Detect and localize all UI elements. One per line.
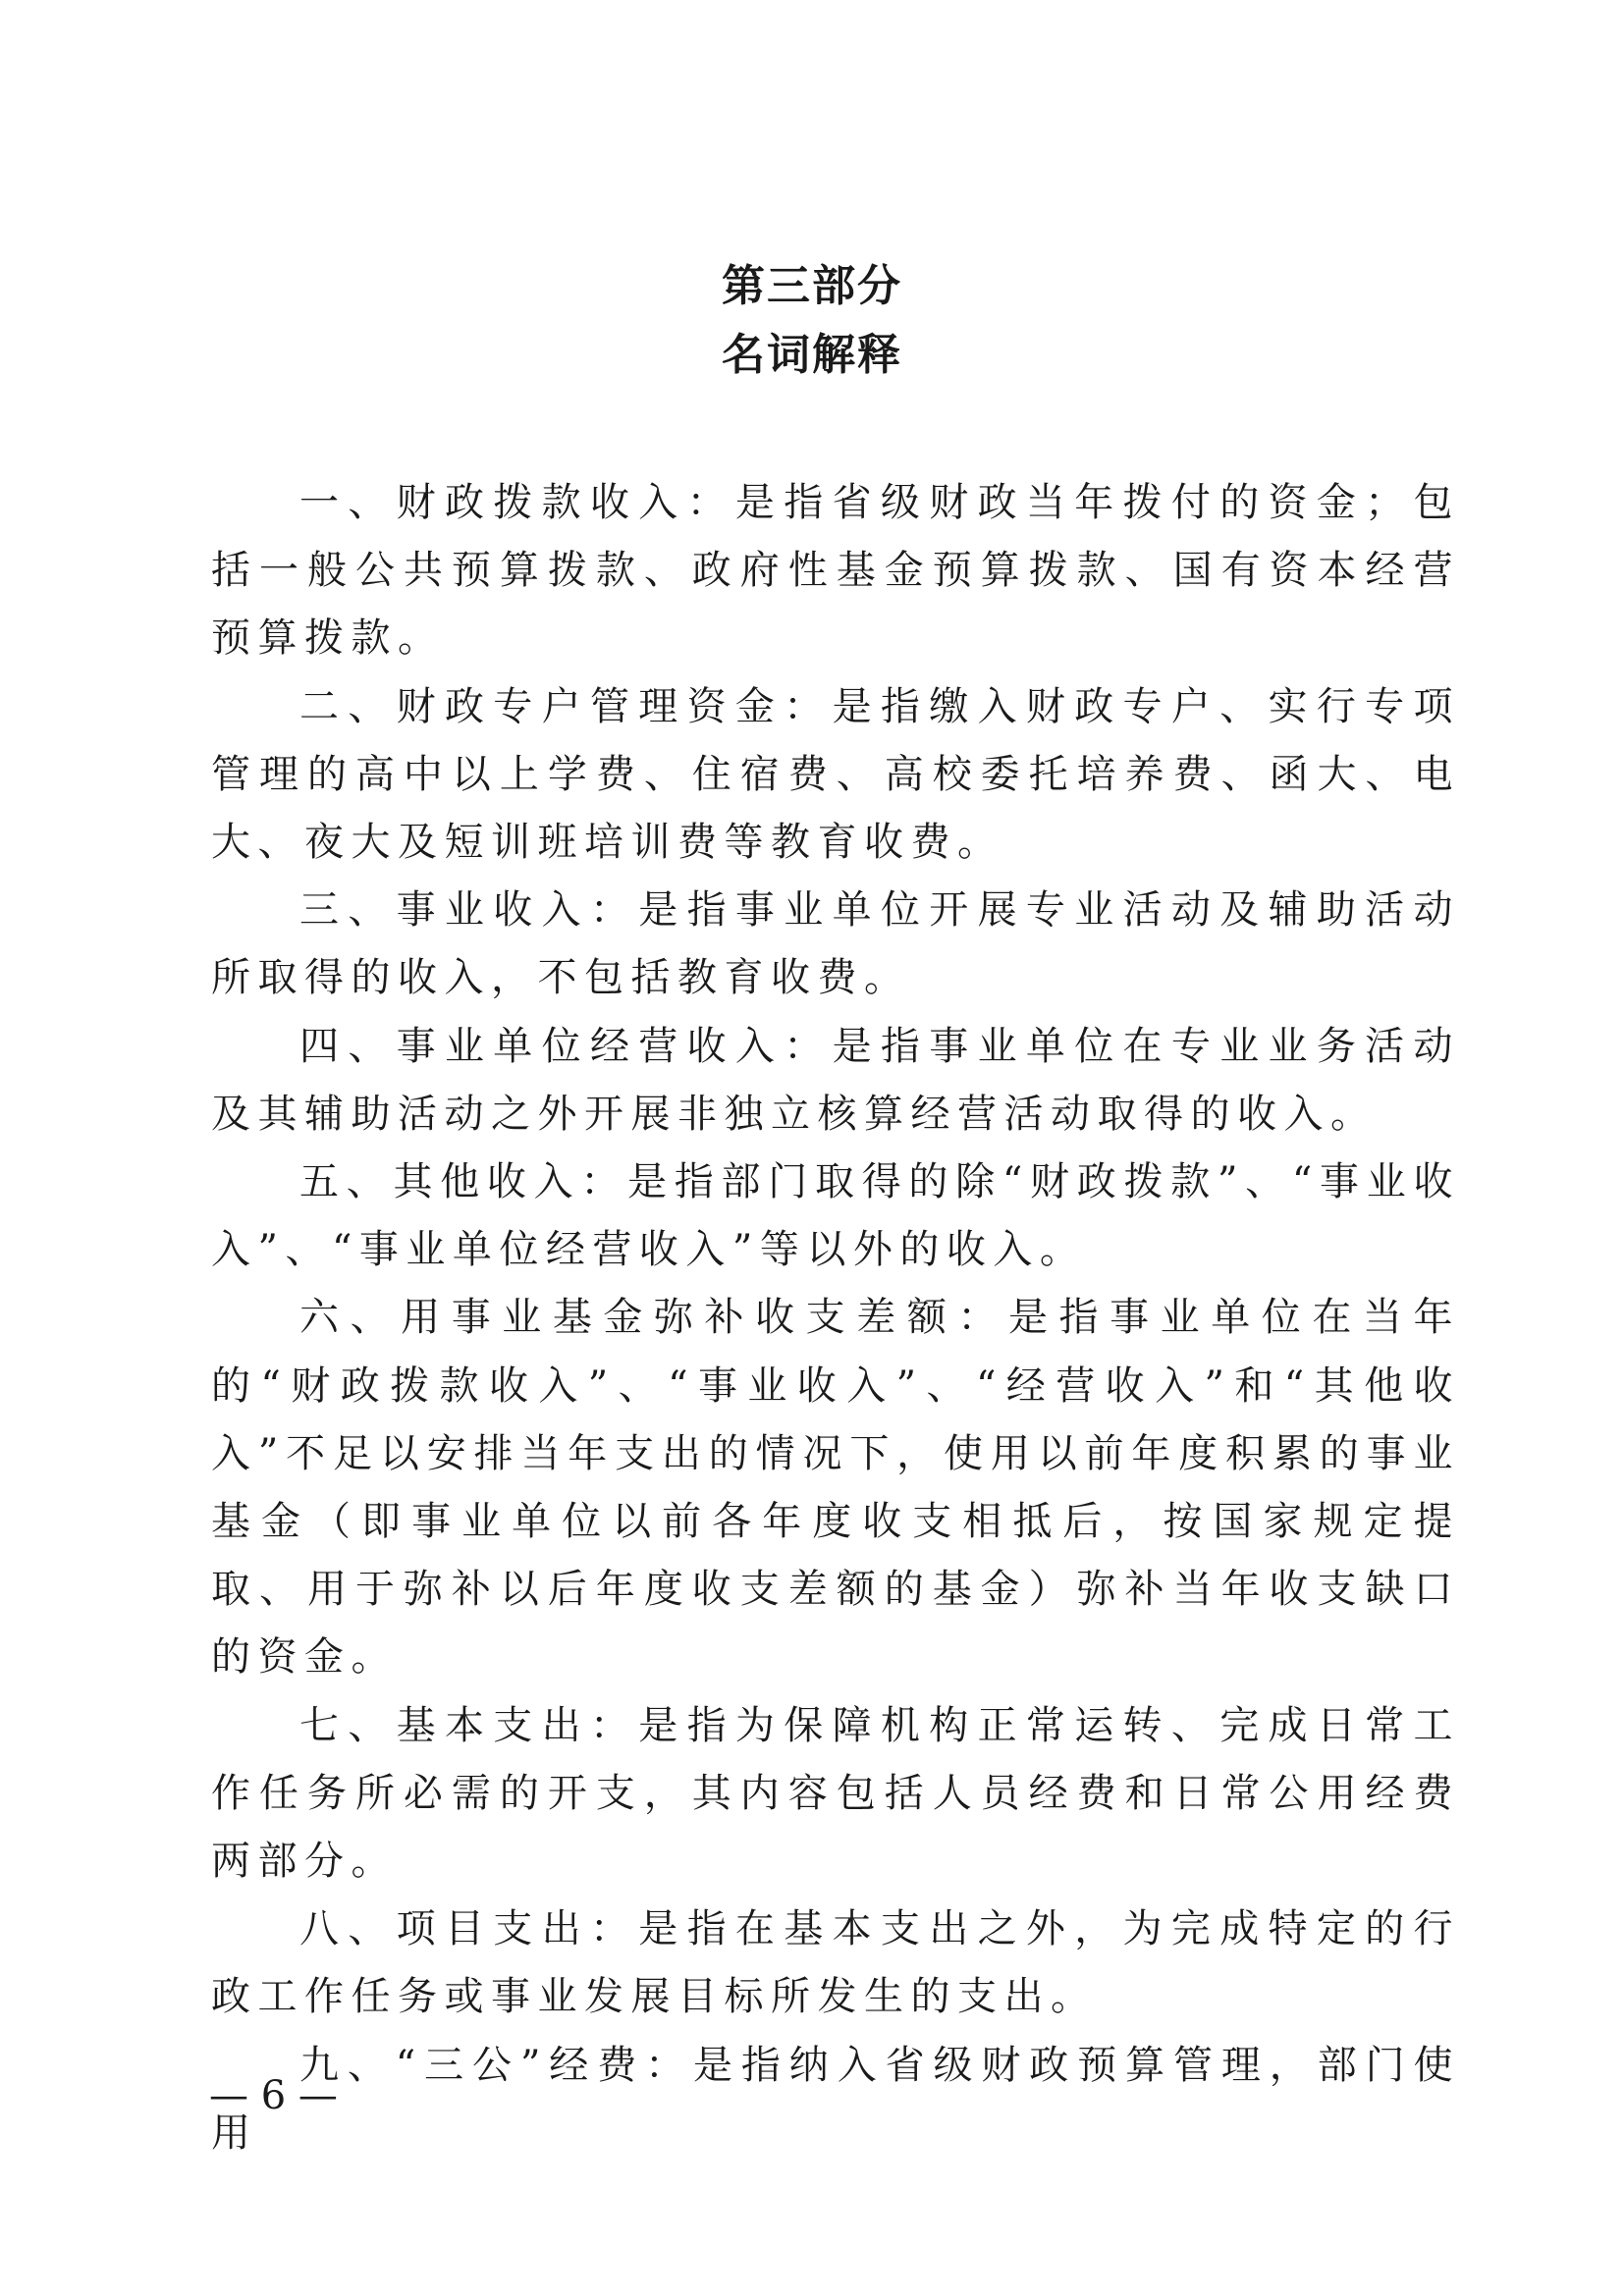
paragraph-1: 一、财政拨款收入：是指省级财政当年拨付的资金；包括一般公共预算拨款、政府性基金预算拨款、国有资本经营预算拨款。 [211,480,1460,662]
paragraph-3: 三、事业收入：是指事业单位开展专业活动及辅助活动所取得的收入，不包括教育收费。 [211,887,1460,1001]
paragraph-2: 二、财政专户管理资金：是指缴入财政专户、实行专项管理的高中以上学费、住宿费、高校委托培养费、函大、电大、夜大及短训班培训费等教育收费。 [211,683,1460,866]
paragraph-6: 六、用事业基金弥补收支差额：是指事业单位在当年的“财政拨款收入”、“事业收入”、“经营收入”和“其他收入”不足以安排当年支出的情况下，使用以前年度积累的事业基金（即事业单位以前各年度收支相抵后，按国家规定提取、用于弥补以后年度收支差额的基金）弥补当年收支缺口的资金。 [211,1295,1460,1681]
section-title: 名词解释 [722,330,902,380]
paragraph-5: 五、其他收入：是指部门取得的除“财政拨款”、“事业收入”、“事业单位经营收入”等以外的收入。 [211,1159,1460,1273]
paragraph-8: 八、项目支出：是指在基本支出之外，为完成特定的行政工作任务或事业发展目标所发生的支出。 [211,1906,1460,2020]
paragraph-7: 七、基本支出：是指为保障机构正常运转、完成日常工作任务所必需的开支，其内容包括人员经费和日常公用经费两部分。 [211,1702,1460,1885]
paragraph-4: 四、事业单位经营收入：是指事业单位在专业业务活动及其辅助活动之外开展非独立核算经营活动取得的收入。 [211,1023,1460,1137]
part-title: 第三部分 [722,261,902,311]
body-text [211,469,1460,2167]
page-number: — 6 — [209,2073,338,2118]
paragraph-9: 九、“三公”经费：是指纳入省级财政预算管理，部门使用 [211,2042,1460,2156]
